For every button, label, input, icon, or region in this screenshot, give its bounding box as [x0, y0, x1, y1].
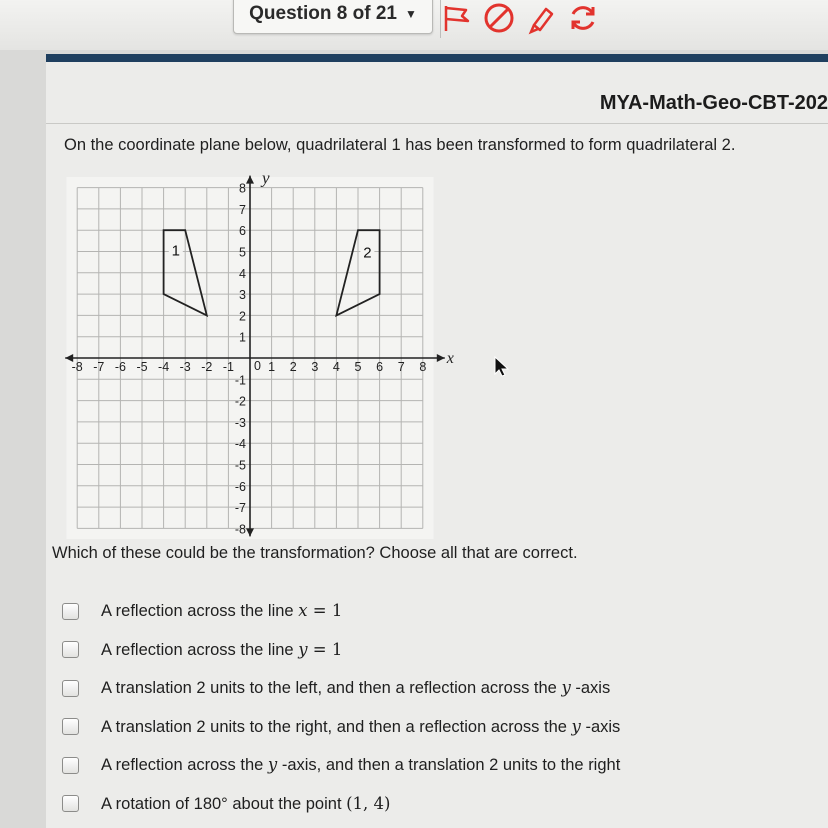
choice-text-before: A rotation of 180° about the point — [101, 794, 347, 813]
choice-math-variable: y — [298, 639, 308, 659]
choice-text-before: A translation 2 units to the right, and then a reflection across the — [101, 717, 572, 736]
choice-math-expression: = 1 — [307, 601, 343, 621]
choice-text-before: A translation 2 units to the left, and then a reflection across the — [101, 679, 562, 698]
quadrilateral-label: 2 — [363, 244, 372, 262]
x-tick-label: 7 — [397, 360, 405, 374]
choice-text-after: -axis — [570, 679, 611, 698]
choice-text — [101, 794, 391, 814]
x-tick-label: -4 — [158, 360, 170, 374]
choice-math-variable: y — [571, 716, 581, 736]
y-tick-label: -4 — [234, 437, 246, 452]
x-tick-label: -2 — [201, 360, 213, 374]
checkbox[interactable] — [62, 603, 79, 620]
origin-label: 0 — [254, 359, 261, 373]
choice-text-before: A reflection across the — [101, 756, 268, 775]
choice-text-after: -axis, and then a translation 2 units to the right — [277, 756, 621, 775]
y-tick-label: -8 — [234, 522, 246, 537]
x-tick-label: 5 — [354, 360, 362, 374]
checkbox[interactable] — [62, 641, 79, 658]
choice-math-variable: y — [267, 755, 278, 775]
y-tick-label: -2 — [234, 394, 246, 409]
choice-text — [101, 601, 342, 621]
x-axis-right-arrow — [437, 354, 445, 362]
y-tick-label: 6 — [239, 224, 246, 239]
y-tick-label: -5 — [234, 458, 246, 473]
answer-choice-6[interactable] — [62, 785, 620, 824]
y-tick-label: 7 — [239, 202, 246, 217]
x-tick-label: -7 — [93, 360, 105, 374]
choice-math-variable: y — [561, 678, 571, 698]
answer-choice-3[interactable] — [62, 669, 620, 708]
x-tick-label: 2 — [289, 360, 297, 374]
y-tick-label: 5 — [239, 245, 246, 260]
choice-text — [101, 755, 620, 775]
question-prompt: Which of these could be the transformation? Choose all that are correct. — [52, 544, 578, 562]
checkbox[interactable] — [62, 680, 79, 697]
x-tick-label: 6 — [376, 360, 384, 374]
x-tick-label: -1 — [222, 360, 234, 374]
x-tick-label: -5 — [136, 360, 148, 374]
choice-math-expression: (1, 4) — [346, 793, 391, 813]
test-title: MYA-Math-Geo-CBT-202 — [599, 92, 828, 114]
answer-choice-5[interactable] — [62, 746, 620, 785]
x-tick-label: 4 — [332, 360, 340, 374]
answer-choice-2[interactable] — [62, 631, 620, 670]
y-tick-label: -3 — [234, 415, 246, 430]
x-tick-label: -8 — [71, 360, 83, 374]
chevron-down-icon: ▼ — [404, 7, 417, 21]
choice-text-before: A reflection across the line — [101, 640, 299, 659]
choice-text-after: -axis — [580, 717, 621, 736]
x-tick-label: -3 — [179, 360, 191, 374]
x-axis-label: x — [446, 350, 454, 367]
checkbox[interactable] — [62, 757, 79, 774]
choice-math-variable: x — [298, 601, 308, 621]
quadrilateral-label: 1 — [171, 242, 180, 260]
checkbox[interactable] — [62, 795, 79, 812]
choice-text — [101, 678, 610, 698]
y-tick-label: 8 — [239, 181, 246, 196]
choice-text-before: A reflection across the line — [101, 602, 299, 621]
x-tick-label: 8 — [419, 360, 427, 374]
y-tick-label: 2 — [239, 309, 246, 324]
y-axis-label: y — [262, 168, 270, 188]
x-tick-label: 1 — [268, 360, 276, 374]
y-tick-label: 3 — [239, 288, 246, 303]
answer-choice-4[interactable] — [62, 708, 620, 747]
mouse-cursor-icon — [493, 356, 511, 378]
y-tick-label: -6 — [234, 479, 246, 494]
question-selector-label: Question 8 of 21 — [249, 3, 397, 24]
question-stem: On the coordinate plane below, quadrilateral 1 has been transformed to form quadrilateral 2. — [64, 136, 736, 154]
choice-math-expression: = 1 — [307, 639, 343, 659]
x-tick-label: 3 — [311, 360, 319, 374]
choice-text — [101, 717, 620, 737]
answer-choice-1[interactable] — [62, 592, 620, 631]
choice-text — [101, 640, 342, 660]
x-tick-label: -6 — [114, 360, 126, 374]
y-tick-label: 1 — [239, 330, 246, 345]
y-tick-label: -7 — [234, 501, 246, 516]
y-tick-label: 4 — [239, 266, 246, 281]
checkbox[interactable] — [62, 718, 79, 735]
answer-choices — [62, 592, 620, 823]
y-tick-label: -1 — [234, 373, 246, 388]
